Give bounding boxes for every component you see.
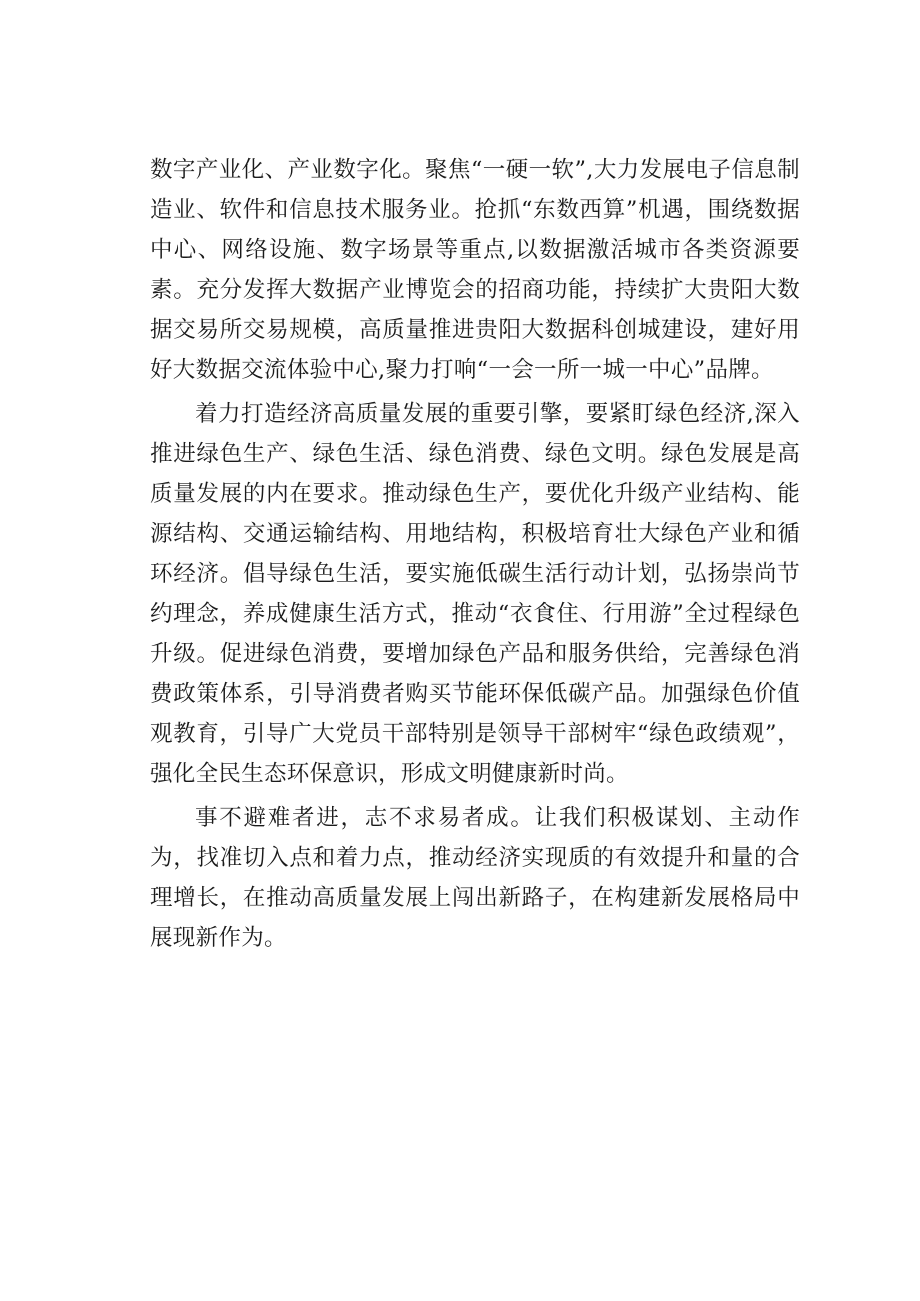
- document-page: [150, 150, 800, 958]
- paragraph-3: 事不避难者进，志不求易者成。让我们积极谋划、主动作为，找准切入点和着力点，推动经济实现质的有效提升和量的合理增长，在推动高质量发展上闯出新路子，在构建新发展格局中展现新作为。: [150, 805, 800, 951]
- paragraph-1: 数字产业化、产业数字化。聚焦“一硬一软”,大力发展电子信息制造业、软件和信息技术服务业。抢抓“东数西算”机遇，围绕数据中心、网络设施、数字场景等重点,以数据激活城市各类资源要素。充分发挥大数据产业博览会的招商功能，持续扩大贵阳大数据交易所交易规模，高质量推进贵阳大数据科创城建设，建好用好大数据交流体验中心,聚力打响“一会一所一城一中心”品牌。: [150, 157, 800, 383]
- paragraph-2: 着力打造经济高质量发展的重要引擎，要紧盯绿色经济,深入推进绿色生产、绿色生活、绿色消费、绿色文明。绿色发展是高质量发展的内在要求。推动绿色生产，要优化升级产业结构、能源结构、交通运输结构、用地结构，积极培育壮大绿色产业和循环经济。倡导绿色生活，要实施低碳生活行动计划，弘扬崇尚节约理念，养成健康生活方式，推动“衣食住、行用游”全过程绿色升级。促进绿色消费，要增加绿色产品和服务供给，完善绿色消费政策体系，引导消费者购买节能环保低碳产品。加强绿色价值观教育，引导广大党员干部特别是领导干部树牢“绿色政绩观”，强化全民生态环保意识，形成文明健康新时尚。: [150, 401, 800, 787]
